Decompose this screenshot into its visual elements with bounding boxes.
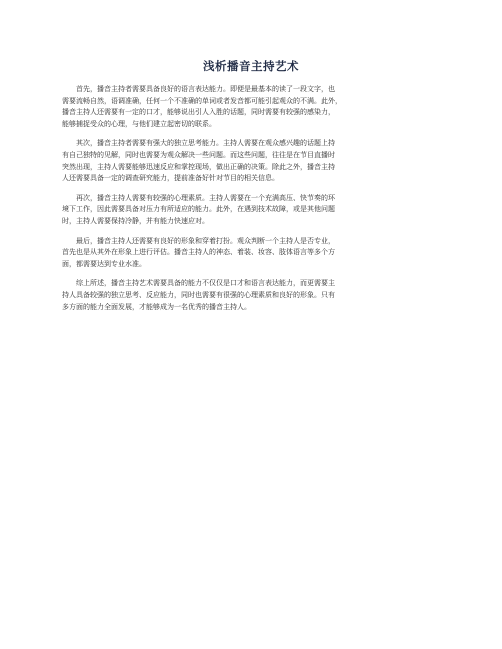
document-body	[62, 84, 440, 321]
paragraph-line: 最后，播音主持人还需要有良好的形象和穿着打扮。观众判断一个主持人是否专业，	[62, 236, 335, 245]
paragraph-line: 首先，播音主持者需要具备良好的语言表达能力。即便是最基本的读了一段文字，也	[62, 85, 335, 93]
paragraph-line: 境下工作，因此需要具备对压力有所适应的能力。此外，在遇到技术故障，或是其他问题	[62, 205, 335, 214]
paragraph-3	[62, 193, 440, 228]
paragraph-line: 人还需要具备一定的调查研究能力，提前准备好针对节目的相关信息。	[62, 174, 279, 183]
paragraph-line: 持人具备较强的独立思考、反应能力，同时也需要有很强的心理素质和良好的形象。只有	[62, 290, 335, 299]
paragraph-line: 有自己独特的见解，同时也需要为观众解决一些问题。而这些问题，往往是在节目直播时	[62, 150, 335, 159]
document-title: 浅析播音主持艺术	[203, 59, 299, 73]
paragraph-line: 其次，播音主持者需要有强大的独立思考能力。主持人需要在观众感兴趣的话题上持	[62, 139, 335, 148]
paragraph-line: 综上所述，播音主持艺术需要具备的能力不仅仅是口才和语言表达能力，而更需要主	[62, 279, 335, 288]
paragraph-5	[62, 278, 440, 313]
paragraph-line: 再次，播音主持人需要有较强的心理素质。主持人需要在一个充满高压、快节奏的环	[62, 193, 335, 202]
paragraph-4	[62, 236, 440, 271]
paragraph-line: 能够捕捉受众的心理，与他们建立起密切的联系。	[62, 119, 216, 128]
paragraph-line: 首先也是从其外在形象上进行评估。播音主持人的神态、着装、妆容、肢体语言等多个方	[62, 248, 335, 257]
paragraph-line: 时，主持人需要保持冷静，并有能力快速应对。	[62, 216, 209, 225]
paragraph-1	[62, 84, 440, 130]
paragraph-line: 突然出现，主持人需要能够迅速反应和掌控现场，做出正确的决策。除此之外，播音主持	[62, 162, 335, 171]
paragraph-line: 多方面的能力全面发展，才能够成为一名优秀的播音主持人。	[62, 302, 251, 311]
paragraph-line: 需要流畅自然，语调准确，任何一个不准确的单词或者发音都可能引起观众的不满。此外，	[62, 96, 342, 105]
paragraph-line: 面，都需要达到专业水准。	[62, 259, 146, 268]
paragraph-2	[62, 138, 440, 184]
paragraph-line: 播音主持人还需要有一定的口才，能够说出引人入胜的话题，同时需要有较强的感染力，	[62, 108, 335, 117]
